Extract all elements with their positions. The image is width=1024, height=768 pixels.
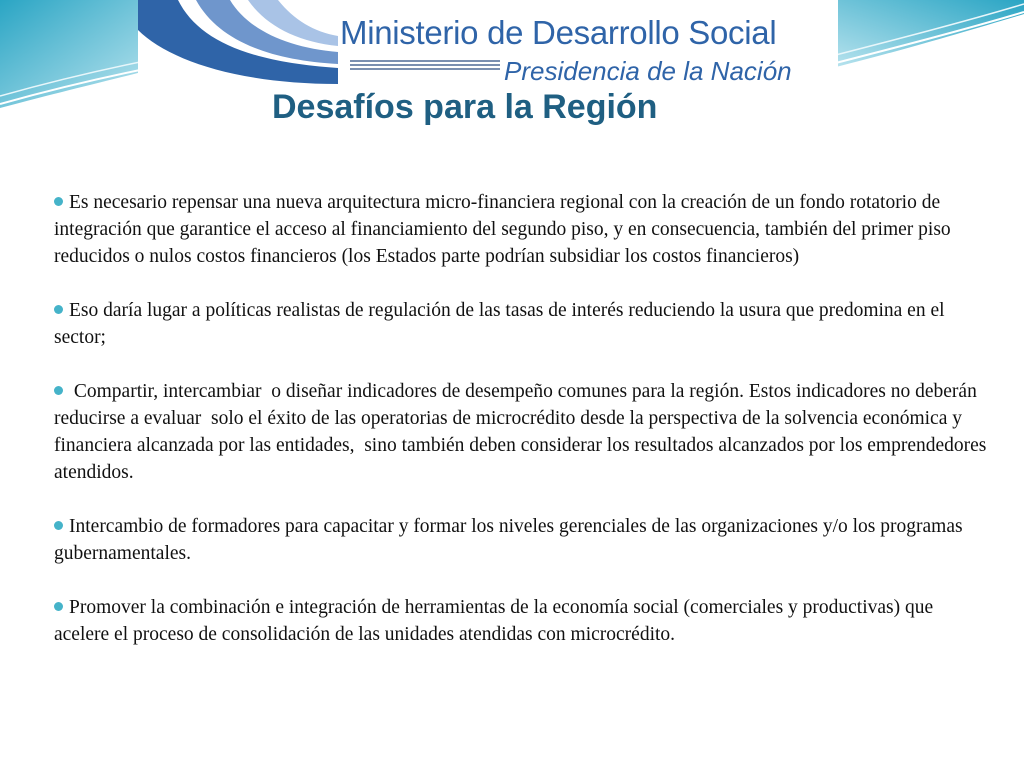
- bullet-item: [54, 297, 989, 351]
- logo-underline-stripes: [350, 60, 500, 74]
- bullet-dot-icon: [54, 386, 63, 395]
- bullet-text: Compartir, intercambiar o diseñar indicadores de desempeño comunes para la región. Estos indicadores no deberán reducirse a evaluar solo el éxito de las operatorias de microcrédito desde la perspectiva de la solvencia económica y financiera alcanzada por las entidades, sino también deben considerar los resultados alcanzados por los emprendedores atendidos.: [54, 381, 992, 483]
- bullet-list: [54, 189, 992, 648]
- ministry-logo: [138, 0, 838, 92]
- bullet-text: Promover la combinación e integración de herramientas de la economía social (comerciales y productivas) que acelere el proceso de consolidación de las unidades atendidas con microcrédito.: [54, 597, 934, 645]
- left-wave-decoration: [0, 0, 150, 120]
- right-wave-decoration: [824, 0, 1024, 80]
- logo-swoosh-icon: [138, 0, 348, 92]
- bullet-item: [54, 594, 989, 648]
- bullet-dot-icon: [54, 305, 63, 314]
- bullet-text: Intercambio de formadores para capacitar y formar los niveles gerenciales de las organizaciones y/o los programas gubernamentales.: [54, 516, 963, 564]
- bullet-text: Es necesario repensar una nueva arquitectura micro-financiera regional con la creación de un fondo rotatorio de integración que garantice el acceso al financiamiento del segundo piso, y en consecuencia, también del primer piso reducidos o nulos costos financieros (los Estados parte podrían subsidiar los costos financieros): [54, 192, 951, 267]
- bullet-text: Eso daría lugar a políticas realistas de regulación de las tasas de interés reduciendo la usura que predomina en el sector;: [54, 300, 945, 348]
- slide-title: Desafíos para la Región: [272, 88, 658, 126]
- ministry-name: Ministerio de Desarrollo Social: [340, 14, 777, 51]
- bullet-item: [54, 513, 989, 567]
- presidency-name: Presidencia de la Nación: [504, 56, 792, 86]
- bullet-item: [54, 378, 992, 486]
- bullet-item: [54, 189, 989, 270]
- bullet-dot-icon: [54, 521, 63, 530]
- bullet-dot-icon: [54, 197, 63, 206]
- bullet-dot-icon: [54, 602, 63, 611]
